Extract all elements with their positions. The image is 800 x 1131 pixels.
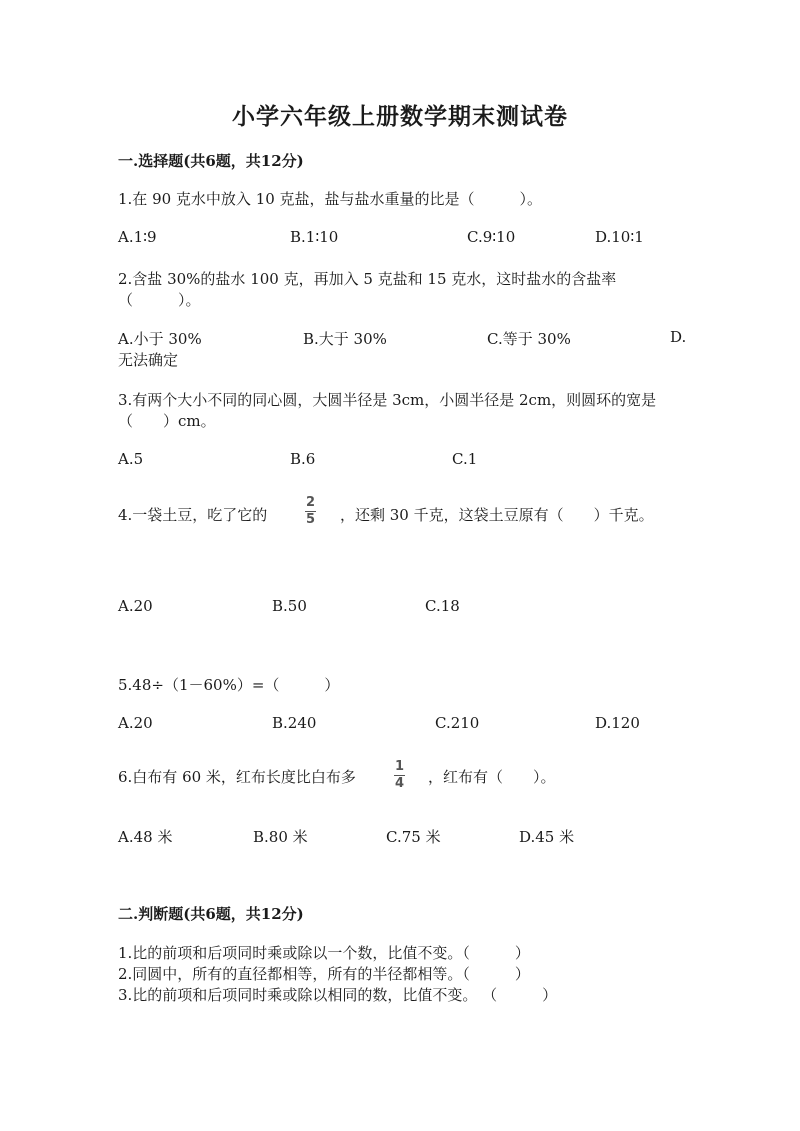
q2-option-d-text: 无法确定 (118, 351, 179, 369)
fraction-numerator: 1 (394, 759, 405, 774)
question-1: 1.在 90 克水中放入 10 克盐，盐与盐水重量的比是（ ）。 (118, 190, 543, 208)
q5-option-c: C.210 (435, 714, 480, 732)
judge-item-3: 3.比的前项和后项同时乘或除以相同的数，比值不变。 （ ） (118, 986, 558, 1004)
section-2-heading: 二.判断题(共6题，共12分) (118, 905, 304, 923)
question-6-after: ，红布有（ ）。 (428, 768, 556, 786)
q3-option-c: C.1 (452, 450, 478, 468)
fraction-numerator: 2 (305, 495, 316, 510)
page-title: 小学六年级上册数学期末测试卷 (232, 103, 568, 130)
q5-option-d: D.120 (595, 714, 640, 732)
q1-option-a: A.1∶9 (118, 228, 157, 246)
q2-option-d: D. (670, 328, 687, 346)
q2-option-b: B.大于 30% (303, 330, 387, 348)
q5-option-a: A.20 (118, 714, 153, 732)
question-4-before: 4.一袋土豆，吃了它的 (118, 506, 268, 524)
question-4-after: ，还剩 30 千克，这袋土豆原有（ ）千克。 (340, 506, 654, 524)
judge-item-2: 2.同圆中，所有的直径都相等，所有的半径都相等。（ ） (118, 965, 530, 983)
q6-option-b: B.80 米 (253, 828, 308, 846)
fraction-one-quarter (394, 760, 405, 791)
q4-option-b: B.50 (272, 597, 307, 615)
question-5: 5.48÷（1－60%）=（ ） (118, 676, 340, 694)
question-3-line1: 3.有两个大小不同的同心圆，大圆半径是 3cm，小圆半径是 2cm，则圆环的宽是 (118, 391, 657, 409)
judge-item-1: 1.比的前项和后项同时乘或除以一个数，比值不变。（ ） (118, 944, 530, 962)
question-2-line1: 2.含盐 30%的盐水 100 克，再加入 5 克盐和 15 克水，这时盐水的含盐率 (118, 270, 617, 288)
question-2-line2: （ ）。 (118, 291, 201, 309)
question-6-before: 6.白布有 60 米，红布长度比白布多 (118, 768, 356, 786)
q2-option-c: C.等于 30% (487, 330, 571, 348)
fraction-denominator: 4 (394, 776, 405, 791)
q3-option-a: A.5 (118, 450, 144, 468)
q3-option-b: B.6 (290, 450, 316, 468)
q5-option-b: B.240 (272, 714, 317, 732)
q2-option-a: A.小于 30% (118, 330, 202, 348)
section-1-heading: 一.选择题(共6题，共12分) (118, 152, 304, 170)
q4-option-c: C.18 (425, 597, 460, 615)
q1-option-b: B.1∶10 (290, 228, 339, 246)
q1-option-d: D.10∶1 (595, 228, 644, 246)
q6-option-a: A.48 米 (118, 828, 173, 846)
q6-option-d: D.45 米 (519, 828, 575, 846)
question-3-line2: （ ）cm。 (118, 412, 216, 430)
fraction-two-fifths (305, 496, 316, 527)
fraction-denominator: 5 (305, 512, 316, 527)
q4-option-a: A.20 (118, 597, 153, 615)
q6-option-c: C.75 米 (386, 828, 441, 846)
q1-option-c: C.9∶10 (467, 228, 516, 246)
